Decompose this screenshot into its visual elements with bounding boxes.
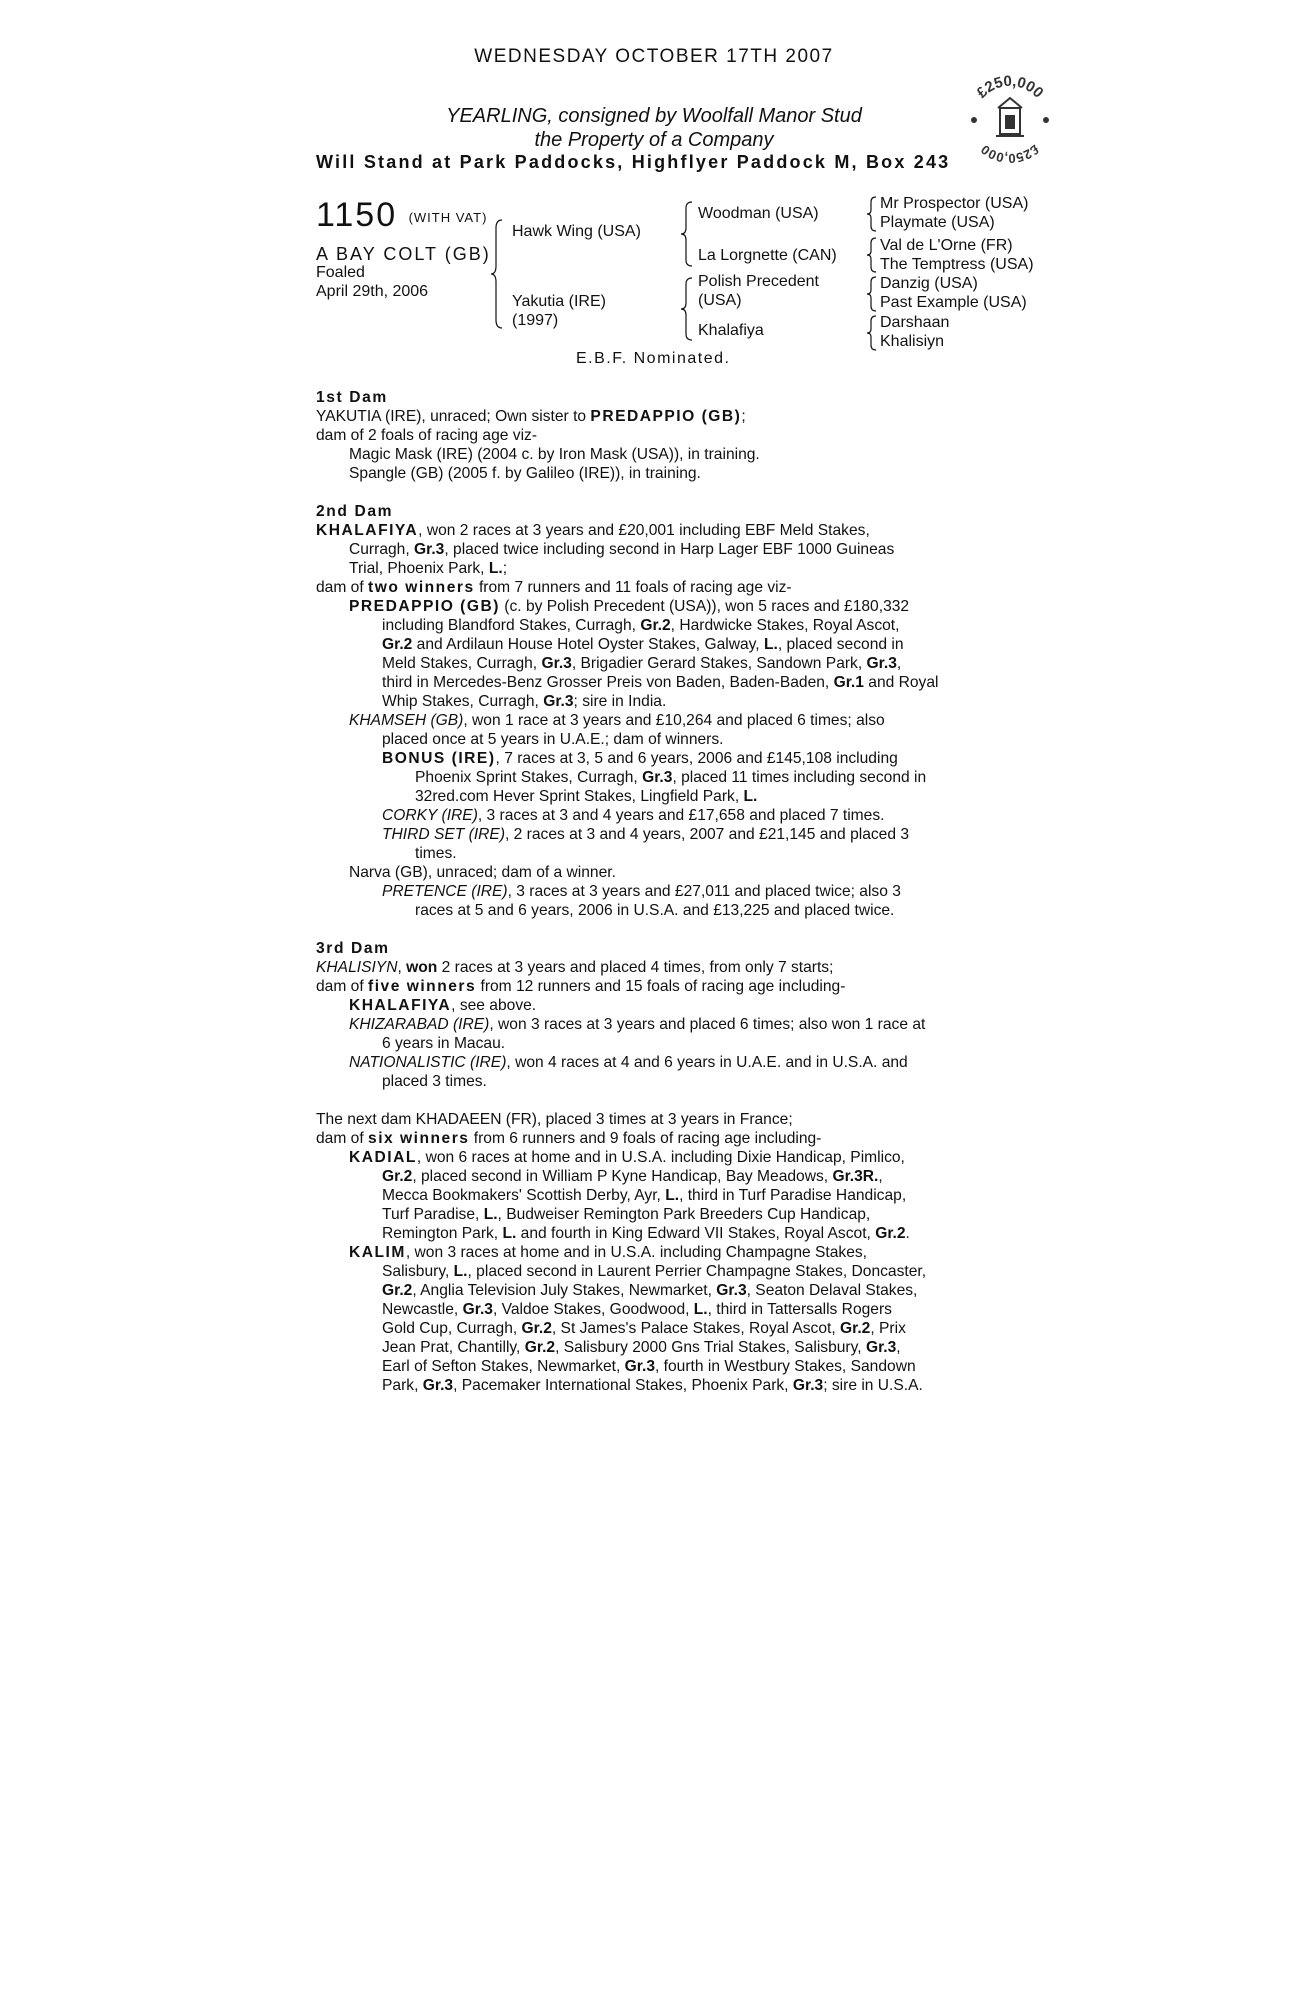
produce-entry-cont: Mecca Bookmakers' Scottish Derby, Ayr, L., third in Turf Paradise Handicap, [382,1187,907,1204]
produce-entry-predappio: PREDAPPIO (GB) (c. by Polish Precedent (USA)), won 5 races and £180,332 [349,598,910,615]
first-dam-line: YAKUTIA (IRE), unraced; Own sister to PREDAPPIO (GB); [316,408,746,425]
foaled-label: Foaled [316,264,365,281]
ebf-nomination: E.B.F. Nominated. [576,350,731,367]
produce-entry-cont: Turf Paradise, L., Budweiser Remington Park Breeders Cup Handicap, [382,1206,871,1223]
consignment [0,104,1308,152]
pedigree-ds-dam: Past Example (USA) [880,294,1027,311]
pedigree-sd-dam: The Temptress (USA) [880,256,1034,273]
produce-entry-kalim: KALIM, won 3 races at home and in U.S.A. including Champagne Stakes, [349,1244,868,1261]
produce-entry-cont: Earl of Sefton Stakes, Newmarket, Gr.3, fourth in Westbury Stakes, Sandown [382,1358,916,1375]
first-dam-heading: 1st Dam [316,389,388,406]
produce-entry-bonus: BONUS (IRE), 7 races at 3, 5 and 6 years, 2006 and £145,108 including [382,750,898,767]
consignment-line-1: YEARLING, consigned by Woolfall Manor Stud [446,105,862,127]
third-dam-entry: KHALISIYN, won 2 races at 3 years and placed 4 times, from only 7 starts; [316,959,834,976]
produce-entry-khalafiya: KHALAFIYA, see above. [349,997,537,1014]
vat-note: (WITH VAT) [408,210,488,225]
produce-entry-cont: races at 5 and 6 years, 2006 in U.S.A. and £13,225 and placed twice. [415,902,895,919]
brace-dam [680,276,696,342]
brace-dd [866,315,878,351]
foal-entry: Magic Mask (IRE) (2004 c. by Iron Mask (USA)), in training. [349,446,760,463]
pedigree-ss-dam: Playmate (USA) [880,214,995,231]
pedigree-dam [512,292,606,330]
sale-date: WEDNESDAY OCTOBER 17TH 2007 [474,46,834,67]
produce-entry-cont: Gr.2 and Ardilaun House Hotel Oyster Stakes, Galway, L., placed second in [382,636,904,653]
produce-record [316,388,996,1395]
produce-entry-cont: times. [415,845,457,862]
svg-text:£250,000 [978,142,1042,166]
produce-entry-cont: Meld Stakes, Curragh, Gr.3, Brigadier Gerard Stakes, Sandown Park, Gr.3, [382,655,902,672]
second-dam-heading: 2nd Dam [316,503,394,520]
price-stamp-logo [960,70,1060,170]
second-dam-entry-cont: Curragh, Gr.3, placed twice including second in Harp Lager EBF 1000 Guineas [349,541,895,558]
produce-entry-cont: Gr.2, placed second in William P Kyne Handicap, Bay Meadows, Gr.3R., [382,1168,883,1185]
brace-sd [866,237,878,273]
brace-ss [866,196,878,232]
produce-entry-cont: including Blandford Stakes, Curragh, Gr.2, Hardwicke Stakes, Royal Ascot, [382,617,900,634]
foaled-info [316,263,428,301]
produce-entry-khizarabad: KHIZARABAD (IRE), won 3 races at 3 years and placed 6 times; also won 1 race at [349,1016,926,1033]
pedigree-dam-sire-name: Polish Precedent [698,273,819,290]
produce-entry-cont: Gold Cup, Curragh, Gr.2, St James's Palace Stakes, Royal Ascot, Gr.2, Prix [382,1320,906,1337]
produce-entry-pretence: PRETENCE (IRE), 3 races at 3 years and £27,011 and placed twice; also 3 [382,883,901,900]
pedigree-sire-dam: La Lorgnette (CAN) [698,247,837,264]
consignment-line-2: the Property of a Company [534,129,774,151]
lot-title: A BAY COLT (GB) [316,244,491,264]
produce-entry-narva: Narva (GB), unraced; dam of a winner. [349,864,616,881]
pedigree-dam-sire [698,272,819,310]
second-dam-entry: KHALAFIYA, won 2 races at 3 years and £20,001 including EBF Meld Stakes, [316,522,870,539]
brace-gen1 [490,218,506,330]
next-dam-produce-summary: dam of six winners from 6 runners and 9 foals of racing age including- [316,1130,822,1147]
produce-entry-kadial: KADIAL, won 6 races at home and in U.S.A. including Dixie Handicap, Pimlico, [349,1149,905,1166]
produce-entry-cont: Newcastle, Gr.3, Valdoe Stakes, Goodwood, L., third in Tattersalls Rogers [382,1301,892,1318]
lot-number [316,196,487,235]
pedigree-dd-dam: Khalisiyn [880,333,945,350]
produce-entry-cont: Phoenix Sprint Stakes, Curragh, Gr.3, placed 11 times including second in [415,769,927,786]
produce-entry-cont: Whip Stakes, Curragh, Gr.3; sire in India. [382,693,667,710]
third-dam-produce-summary: dam of five winners from 12 runners and 15 foals of racing age including- [316,978,846,995]
produce-entry-cont: third in Mercedes-Benz Grosser Preis von Baden, Baden-Baden, Gr.1 and Royal [382,674,939,691]
brace-ds [866,276,878,312]
third-dam-heading: 3rd Dam [316,940,390,957]
produce-entry-cont: placed once at 5 years in U.A.E.; dam of winners. [382,731,724,748]
pedigree-dam-sire-country: (USA) [698,292,742,309]
produce-entry-nationalistic: NATIONALISTIC (IRE), won 4 races at 4 and 6 years in U.A.E. and in U.S.A. and [349,1054,908,1071]
pedigree-sire-sire: Woodman (USA) [698,205,819,222]
second-dam-entry-cont: Trial, Phoenix Park, L.; [349,560,508,577]
next-dam-entry: The next dam KHADAEEN (FR), placed 3 times at 3 years in France; [316,1111,793,1128]
pedigree-dd-sire: Darshaan [880,314,950,331]
produce-entry-corky: CORKY (IRE), 3 races at 3 and 4 years and £17,658 and placed 7 times. [382,807,885,824]
first-dam-foals: dam of 2 foals of racing age viz- [316,427,538,444]
produce-entry-khamseh: KHAMSEH (GB), won 1 race at 3 years and £10,264 and placed 6 times; also [349,712,885,729]
foaled-date: April 29th, 2006 [316,283,429,300]
brace-sire [680,200,696,268]
pedigree-dam-year: (1997) [512,312,559,329]
lot-number-value: 1150 [316,196,398,234]
pedigree-dam-name: Yakutia (IRE) [512,293,606,310]
pedigree-sd-sire: Val de L'Orne (FR) [880,237,1013,254]
stamp-text-bottom: £250,000 [977,141,1043,167]
stand-location: Will Stand at Park Paddocks, Highflyer Paddock M, Box 243 [316,152,951,172]
pedigree-dam-dam: Khalafiya [698,322,764,339]
foal-entry: Spangle (GB) (2005 f. by Galileo (IRE)), in training. [349,465,701,482]
produce-entry-cont: 32red.com Hever Sprint Stakes, Lingfield Park, L. [415,788,758,805]
produce-entry-cont: Jean Prat, Chantilly, Gr.2, Salisbury 2000 Gns Trial Stakes, Salisbury, Gr.3, [382,1339,901,1356]
produce-entry-third-set: THIRD SET (IRE), 2 races at 3 and 4 years, 2007 and £21,145 and placed 3 [382,826,910,843]
produce-entry-cont: Park, Gr.3, Pacemaker International Stakes, Phoenix Park, Gr.3; sire in U.S.A. [382,1377,923,1394]
produce-entry-cont: Gr.2, Anglia Television July Stakes, Newmarket, Gr.3, Seaton Delaval Stakes, [382,1282,918,1299]
produce-entry-cont: Salisbury, L., placed second in Laurent Perrier Champagne Stakes, Doncaster, [382,1263,927,1280]
second-dam-produce-summary: dam of two winners from 7 runners and 11 foals of racing age viz- [316,579,792,596]
pedigree-ss-sire: Mr Prospector (USA) [880,195,1029,212]
produce-entry-cont: placed 3 times. [382,1073,487,1090]
produce-entry-cont: 6 years in Macau. [382,1035,506,1052]
building-icon [996,98,1024,136]
pedigree-ds-sire: Danzig (USA) [880,275,978,292]
produce-entry-cont: Remington Park, L. and fourth in King Edward VII Stakes, Royal Ascot, Gr.2. [382,1225,910,1242]
stamp-text-top: £250,000 [973,72,1047,102]
pedigree-sire: Hawk Wing (USA) [512,223,641,240]
